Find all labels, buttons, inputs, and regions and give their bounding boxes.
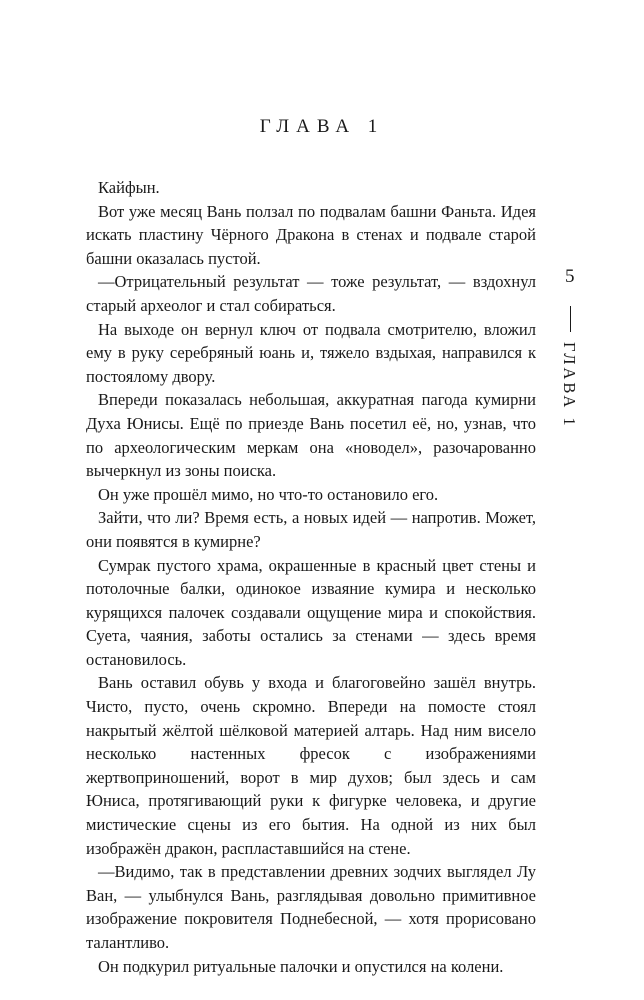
paragraph: Вот уже месяц Вань ползал по подвалам башни Фаньта. Идея искать пластину Чёрного Дракона в стенах и подвале старой башни оказалась пустой. bbox=[86, 201, 536, 268]
paragraph: —Видимо, так в представлении древних зодчих выглядел Лу Ван, — улыбнулся Вань, разглядывая довольно примитивное изображение покровителя Поднебесной, — хотя прорисовано талантливо. bbox=[86, 862, 536, 952]
paragraph: Зайти, что ли? Время есть, а новых идей — напротив. Может, они появятся в кумирне? bbox=[86, 508, 536, 551]
paragraph: —Отрицательный результат — тоже результат, — вздохнул старый археолог и стал собираться. bbox=[86, 272, 536, 315]
paragraph: Кайфын. bbox=[98, 178, 160, 197]
paragraph: На выходе он вернул ключ от подвала смотрителю, вложил ему в руку серебряный юань и, тяжело вздыхая, направился к постоялому двору. bbox=[86, 319, 536, 386]
chapter-title: ГЛАВА 1 bbox=[259, 116, 385, 137]
paragraph: Он уже прошёл мимо, но что-то остановило его. bbox=[98, 484, 439, 504]
body-text bbox=[86, 176, 536, 978]
paragraph: Сумрак пустого храма, окрашенные в красный цвет стены и потолочные балки, одинокое изваяние кумира и несколько курящихся палочек создавали ощущение мира и спокойствия. Суета, чаяния, заботы остались за стенами — здесь время остановилось. bbox=[86, 555, 536, 669]
paragraph: Вань оставил обувь у входа и благоговейно зашёл внутрь. Чисто, пусто, очень скромно. Впереди на помосте стоял накрытый жёлтой шёлковой материей алтарь. Над ним висело несколько настенных фресок с изображениями жертвоприношений, ворот в мир духов; был здесь и сам Юниса, протягивающий руки к фигурке человека, и другие мистические сцены из его бытия. На одной из них был изображён дракон, распластавшийся на стене. bbox=[86, 673, 536, 858]
running-head-divider bbox=[570, 306, 571, 332]
paragraph: Впереди показалась небольшая, аккуратная пагода кумирни Духа Юнисы. Ещё по приезде Вань посетил её, но, узнав, что по археологическим меркам она «новодел», разочарованно вычеркнул из зоны поиска. bbox=[86, 390, 536, 481]
paragraph: Он подкурил ритуальные палочки и опустился на колени. bbox=[98, 956, 504, 976]
running-head-chapter: ГЛАВА 1 bbox=[560, 342, 579, 429]
page-number: 5 bbox=[565, 266, 575, 287]
